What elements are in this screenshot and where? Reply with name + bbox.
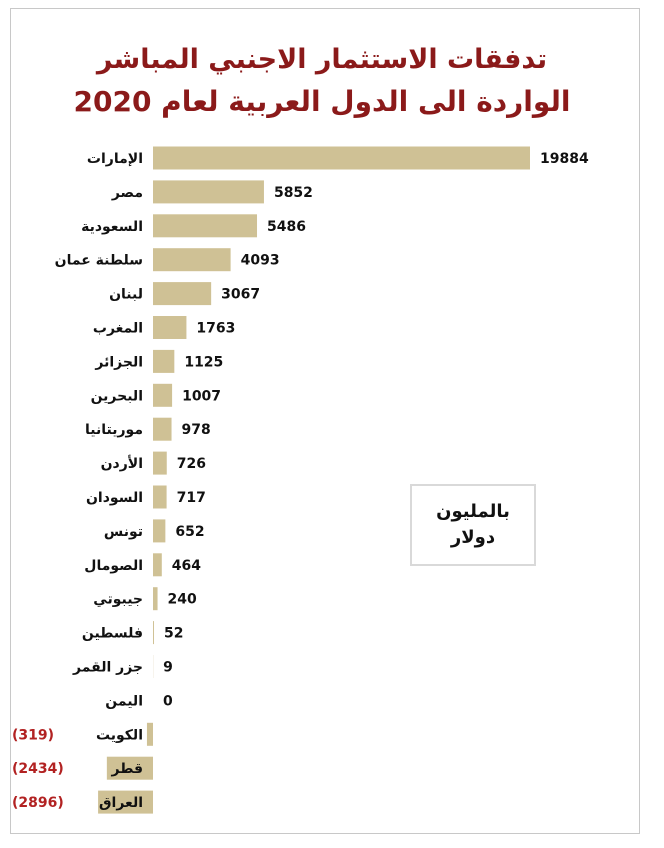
category-label: قطر	[111, 761, 143, 778]
category-label: الأردن	[100, 456, 143, 473]
bar-7	[153, 384, 172, 407]
bar-9	[153, 452, 167, 475]
category-label: جزر القمر	[73, 659, 143, 676]
value-label: (2896)	[12, 795, 64, 812]
value-label: 5852	[273, 184, 313, 201]
bar-14	[153, 621, 154, 644]
bar-6	[153, 350, 174, 373]
value-label: 4093	[240, 252, 280, 269]
category-label: المغرب	[92, 320, 143, 337]
bar-11	[153, 519, 165, 542]
unit-label-line2: دولار	[450, 527, 496, 548]
category-label: الصومال	[84, 557, 143, 574]
bar-13	[153, 587, 158, 610]
value-label: 652	[175, 523, 205, 540]
category-label: موريتانيا	[85, 422, 143, 439]
category-label: العراق	[99, 795, 143, 812]
category-label: الإمارات	[86, 151, 143, 167]
value-label: 978	[181, 422, 211, 439]
bar-0	[153, 147, 530, 170]
category-label: السودان	[85, 490, 143, 506]
bar-8	[153, 418, 172, 441]
value-label: 5486	[267, 218, 306, 235]
value-label: 726	[176, 456, 206, 473]
unit-label-box	[410, 484, 536, 566]
bar-3	[153, 248, 231, 271]
value-label: 3067	[221, 286, 261, 303]
category-label: الجزائر	[95, 354, 143, 371]
bar-12	[153, 553, 162, 576]
bar-4	[153, 282, 211, 305]
bar-10	[153, 486, 167, 509]
category-label: الكويت	[95, 727, 143, 744]
bar-1	[153, 180, 264, 203]
value-label: 464	[171, 557, 202, 574]
category-label: البحرين	[90, 388, 143, 405]
value-label: 240	[167, 591, 197, 608]
value-label: (2434)	[12, 761, 64, 778]
value-label: 1007	[182, 388, 222, 405]
value-label: 19884	[540, 151, 589, 167]
chart-title-line1: تدفقات الاستثمار الاجنبي المباشر	[96, 44, 548, 75]
bar-17	[147, 723, 153, 746]
category-label: السعودية	[81, 218, 143, 235]
category-label: لبنان	[109, 286, 143, 303]
category-label: فلسطين	[81, 625, 143, 642]
value-label: 52	[163, 625, 184, 642]
category-label: تونس	[103, 523, 143, 540]
chart-title-line2: الواردة الى الدول العربية لعام 2020	[73, 85, 571, 118]
value-label: 717	[176, 490, 206, 506]
bar-2	[153, 214, 257, 237]
value-label: (319)	[12, 727, 55, 744]
value-label: 9	[163, 659, 173, 676]
value-label: 1763	[196, 320, 236, 337]
category-label: مصر	[111, 184, 143, 201]
unit-label-line1: بالمليون	[436, 501, 510, 522]
bar-5	[153, 316, 186, 339]
category-label: جيبوتي	[93, 591, 143, 608]
category-label: اليمن	[105, 693, 143, 710]
category-label: سلطنة عمان	[54, 252, 143, 269]
value-label: 1125	[184, 354, 224, 371]
value-label: 0	[163, 693, 173, 710]
